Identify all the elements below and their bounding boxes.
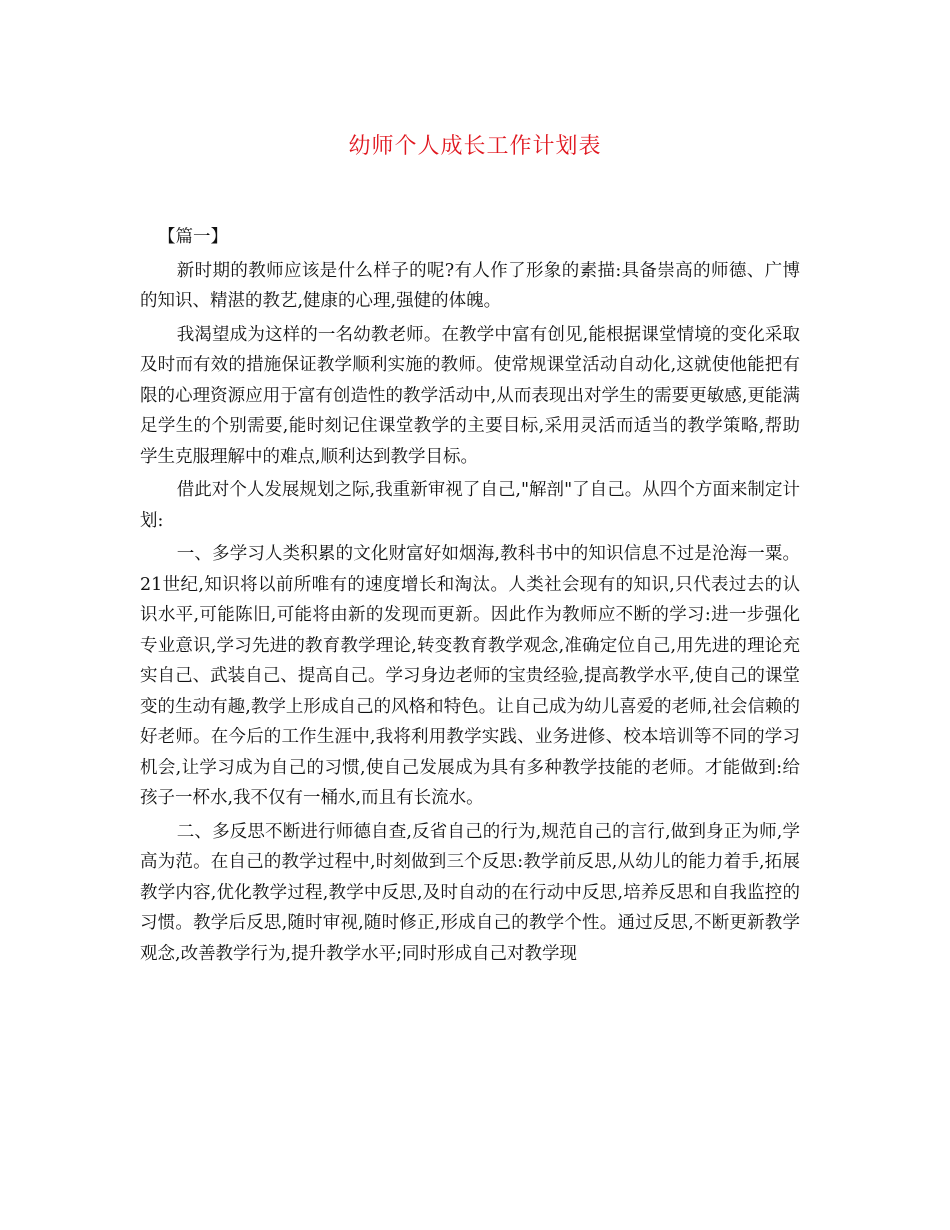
paragraph-intro: 新时期的教师应该是什么样子的呢?有人作了形象的素描:具备崇高的师德、广博的知识、精湛的教艺,健康的心理,强健的体魄。 [140,260,800,311]
document-body [140,222,800,972]
paragraph-aspiration: 我渴望成为这样的一名幼教老师。在教学中富有创见,能根据课堂情境的变化采取及时而有效的措施保证教学顺利实施的教师。使常规课堂活动自动化,这就使他能把有限的心理资源应用于富有创造性的教学活动中,从而表现出对学生的需要更敏感,更能满足学生的个别需要,能时刻记住课堂教学的主要目标,采用灵活而适当的教学策略,帮助学生克服理解中的难点,顺利达到教学目标。 [140,324,800,467]
document-title: 幼师个人成长工作计划表 [348,134,602,159]
paragraph-plan-reflect: 二、多反思不断进行师德自查,反省自己的行为,规范自己的言行,做到身正为师,学高为范。在自己的教学过程中,时刻做到三个反思:教学前反思,从幼儿的能力着手,拓展教学内容,优化教学过程,教学中反思,及时自动的在行动中反思,培养反思和自我监控的习惯。教学后反思,随时审视,随时修正,形成自己的教学个性。通过反思,不断更新教学观念,改善教学行为,提升教学水平;同时形成自己对教学现 [140,821,800,964]
section-label: 【篇一】 [158,227,228,247]
paragraph-plan-intro: 借此对个人发展规划之际,我重新审视了自己,"解剖"了自己。从四个方面来制定计划: [140,480,800,531]
paragraph-plan-study: 一、多学习人类积累的文化财富好如烟海,教科书中的知识信息不过是沧海一粟。21世纪,知识将以前所唯有的速度增长和淘汰。人类社会现有的知识,只代表过去的认识水平,可能陈旧,可能将由新的发现而更新。因此作为教师应不断的学习:进一步强化专业意识,学习先进的教育教学理论,转变教育教学观念,准确定位自己,用先进的理论充实自己、武装自己、提高自己。学习身边老师的宝贵经验,提高教学水平,使自己的课堂变的生动有趣,教学上形成自己的风格和特色。让自己成为幼儿喜爱的老师,社会信赖的好老师。在今后的工作生涯中,我将利用教学实践、业务进修、校本培训等不同的学习机会,让学习成为自己的习惯,使自己发展成为具有多种教学技能的老师。才能做到:给孩子一杯水,我不仅有一桶水,而且有长流水。 [140,544,800,808]
